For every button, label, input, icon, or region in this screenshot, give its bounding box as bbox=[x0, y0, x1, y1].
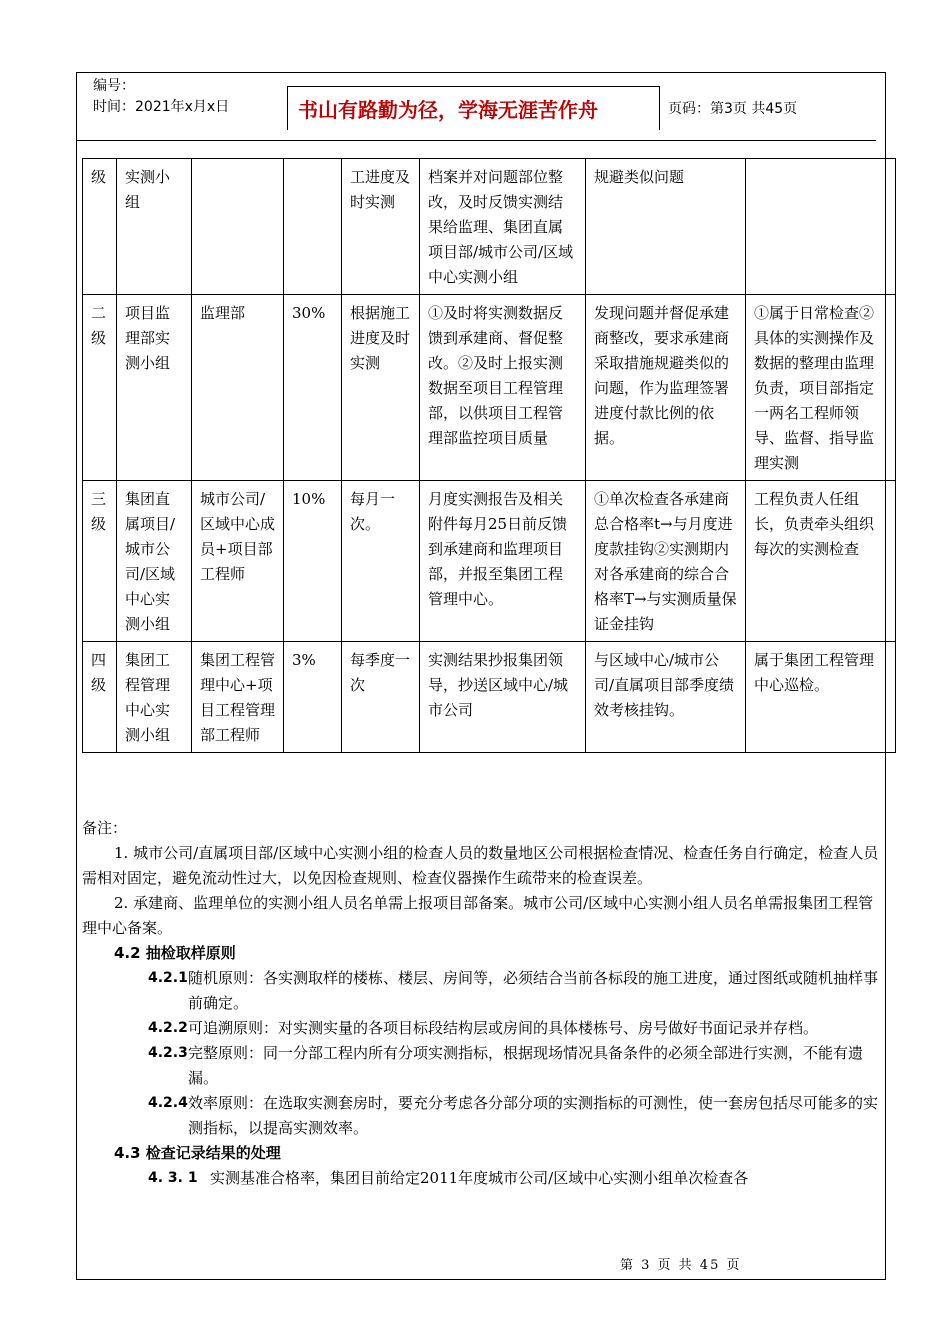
section-4-2-heading: 4.2 抽检取样原则 bbox=[114, 944, 236, 962]
section-4-3-heading: 4.3 检查记录结果的处理 bbox=[114, 1144, 281, 1162]
motto: 书山有路勤为径，学海无涯苦作舟 bbox=[298, 98, 598, 122]
item-text: 完整原则：同一分部工程内所有分项实测指标，根据现场情况具备条件的必须全部进行实测，不能有遗漏。 bbox=[188, 1044, 864, 1087]
notes-section bbox=[82, 816, 882, 1191]
item-number: 4.2.3 bbox=[148, 1045, 188, 1061]
table-cell: 四级 bbox=[83, 642, 117, 753]
item-text: 效率原则：在选取实测套房时，要充分考虑各分部分项的实测指标的可测性，使一套房包括尽可能多的实测指标，以提高实测效率。 bbox=[188, 1094, 879, 1137]
table-cell: 集团工程管理中心+项目工程管理部工程师 bbox=[192, 642, 284, 753]
table-cell: 城市公司/区域中心成员+项目部工程师 bbox=[192, 481, 284, 642]
note-2: 2. 承建商、监理单位的实测小组人员名单需上报项目部备案。城市公司/区域中心实测小组人员名单需报集团工程管理中心备案。 bbox=[82, 894, 874, 937]
table-cell: 二级 bbox=[83, 295, 117, 481]
table-cell bbox=[192, 159, 284, 295]
page-footer: 第 3 页 共 45 页 bbox=[620, 1258, 742, 1273]
item-4-2-2 bbox=[148, 1016, 882, 1041]
table-cell: 发现问题并督促承建商整改，要求承建商采取措施规避类似的问题，作为监理签署进度付款比例的依据。 bbox=[586, 295, 746, 481]
table-cell: 每季度一次 bbox=[342, 642, 420, 753]
table-cell: 规避类似问题 bbox=[586, 159, 746, 295]
table-cell: 根据施工进度及时实测 bbox=[342, 295, 420, 481]
table-cell: 档案并对问题部位整改，及时反馈实测结果给监理、集团直属项目部/城市公司/区域中心实测小组 bbox=[420, 159, 586, 295]
item-number: 4.2.1 bbox=[148, 970, 188, 986]
table-cell bbox=[746, 159, 896, 295]
table-cell: 与区域中心/城市公司/直属项目部季度绩效考核挂钩。 bbox=[586, 642, 746, 753]
item-4-3-1 bbox=[148, 1166, 882, 1191]
doc-date: 时间：2021年x月x日 bbox=[93, 99, 230, 115]
table-cell: 项目监理部实测小组 bbox=[117, 295, 192, 481]
table-cell: 每月一次。 bbox=[342, 481, 420, 642]
table-cell: ①及时将实测数据反馈到承建商、督促整改。②及时上报实测数据至项目工程管理部，以供项目工程管理部监控项目质量 bbox=[420, 295, 586, 481]
page-indicator: 页码：第3页 共45页 bbox=[668, 101, 798, 117]
table-cell: 工进度及时实测 bbox=[342, 159, 420, 295]
table-cell: 三级 bbox=[83, 481, 117, 642]
inspection-table bbox=[82, 158, 896, 753]
table-cell: 月度实测报告及相关附件每月25日前反馈到承建商和监理项目部，并报至集团工程管理中心。 bbox=[420, 481, 586, 642]
header-meta bbox=[93, 76, 229, 118]
item-4-2-3 bbox=[148, 1041, 882, 1091]
table-cell: 监理部 bbox=[192, 295, 284, 481]
table-row bbox=[83, 295, 896, 481]
table-cell: 工程负责人任组长，负责牵头组织每次的实测检查 bbox=[746, 481, 896, 642]
header-divider bbox=[76, 140, 876, 141]
item-4-2-4 bbox=[148, 1091, 882, 1141]
table-cell: 10% bbox=[284, 481, 342, 642]
table-cell: 属于集团工程管理中心巡检。 bbox=[746, 642, 896, 753]
item-text: 随机原则：各实测取样的楼栋、楼层、房间等，必须结合当前各标段的施工进度，通过图纸或随机抽样事前确定。 bbox=[188, 969, 879, 1012]
item-number: 4. 3. 1 bbox=[148, 1170, 198, 1186]
note-1: 1. 城市公司/直属项目部/区域中心实测小组的检查人员的数量地区公司根据检查情况、检查任务自行确定，检查人员需相对固定，避免流动性过大，以免因检查规则、检查仪器操作生疏带来的检查误差。 bbox=[82, 844, 879, 887]
table-cell bbox=[284, 159, 342, 295]
item-text: 可追溯原则：对实测实量的各项目标段结构层或房间的具体楼栋号、房号做好书面记录并存档。 bbox=[188, 1019, 819, 1037]
table-cell: 集团工程管理中心实测小组 bbox=[117, 642, 192, 753]
table-cell: 级 bbox=[83, 159, 117, 295]
doc-code: 编号： bbox=[93, 78, 135, 94]
item-number: 4.2.4 bbox=[148, 1095, 188, 1111]
table-cell: 30% bbox=[284, 295, 342, 481]
table-cell: 3% bbox=[284, 642, 342, 753]
item-text: 实测基准合格率，集团目前给定2011年度城市公司/区域中心实测小组单次检查各 bbox=[210, 1169, 749, 1187]
item-4-2-1 bbox=[148, 966, 882, 1016]
table-row bbox=[83, 159, 896, 295]
table-row bbox=[83, 481, 896, 642]
notes-title: 备注： bbox=[82, 819, 128, 837]
table-cell: 实测结果抄报集团领导，抄送区域中心/城市公司 bbox=[420, 642, 586, 753]
item-number: 4.2.2 bbox=[148, 1020, 188, 1036]
table-cell: 集团直属项目/城市公司/区域中心实测小组 bbox=[117, 481, 192, 642]
table-row bbox=[83, 642, 896, 753]
table-cell: ①单次检查各承建商总合格率t→与月度进度款挂钩②实测期内对各承建商的综合合格率T→与实测质量保证金挂钩 bbox=[586, 481, 746, 642]
table-cell: 实测小组 bbox=[117, 159, 192, 295]
table-cell: ①属于日常检查②具体的实测操作及数据的整理由监理负责，项目部指定一两名工程师领导、监督、指导监理实测 bbox=[746, 295, 896, 481]
